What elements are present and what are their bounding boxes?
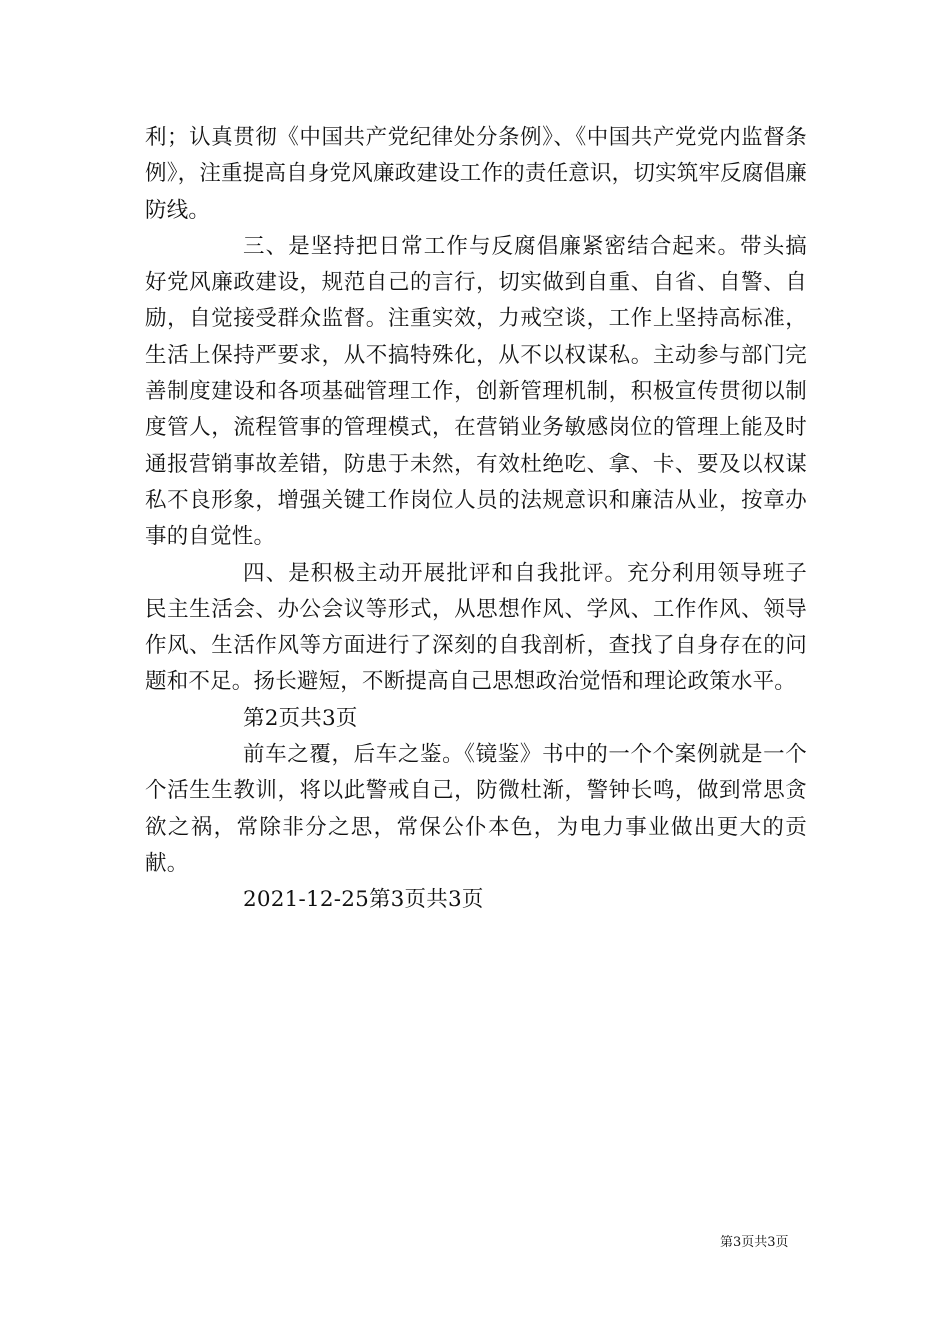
paragraph-conclusion: 前车之覆，后车之鉴。《镜鉴》书中的一个个案例就是一个个活生生教训，将以此警戒自己，防微杜渐，警钟长鸣，做到常思贪欲之祸，常除非分之思，常保公仆本色，为电力事业做出更大的贡献。 [145,742,807,876]
document-body [145,120,807,919]
inline-page-mark: 第2页共3页 [243,705,358,731]
page-footer: 第3页共3页 [720,1235,789,1250]
paragraph-continuation: 利；认真贯彻《中国共产党纪律处分条例》、《中国共产党党内监督条例》，注重提高自身党风廉政建设工作的责任意识，切实筑牢反腐倡廉防线。 [145,125,807,223]
paragraph-point-four: 四、是积极主动开展批评和自我批评。充分利用领导班子民主生活会、办公会议等形式，从思想作风、学风、工作作风、领导作风、生活作风等方面进行了深刻的自我剖析，查找了自身存在的问题和不足。扬长避短，不断提高自己思想政治觉悟和理论政策水平。 [145,560,807,695]
date-page-mark: 2021-12-25第3页共3页 [243,887,484,913]
paragraph-point-three: 三、是坚持把日常工作与反腐倡廉紧密结合起来。带头搞好党风廉政建设，规范自己的言行，切实做到自重、自省、自警、自励，自觉接受群众监督。注重实效，力戒空谈，工作上坚持高标准，生活上保持严要求，从不搞特殊化，从不以权谋私。主动参与部门完善制度建设和各项基础管理工作，创新管理机制，积极宣传贯彻以制度管人，流程管事的管理模式，在营销业务敏感岗位的管理上能及时通报营销事故差错，防患于未然，有效杜绝吃、拿、卡、要及以权谋私不良形象，增强关键工作岗位人员的法规意识和廉洁从业，按章办事的自觉性。 [145,233,807,550]
